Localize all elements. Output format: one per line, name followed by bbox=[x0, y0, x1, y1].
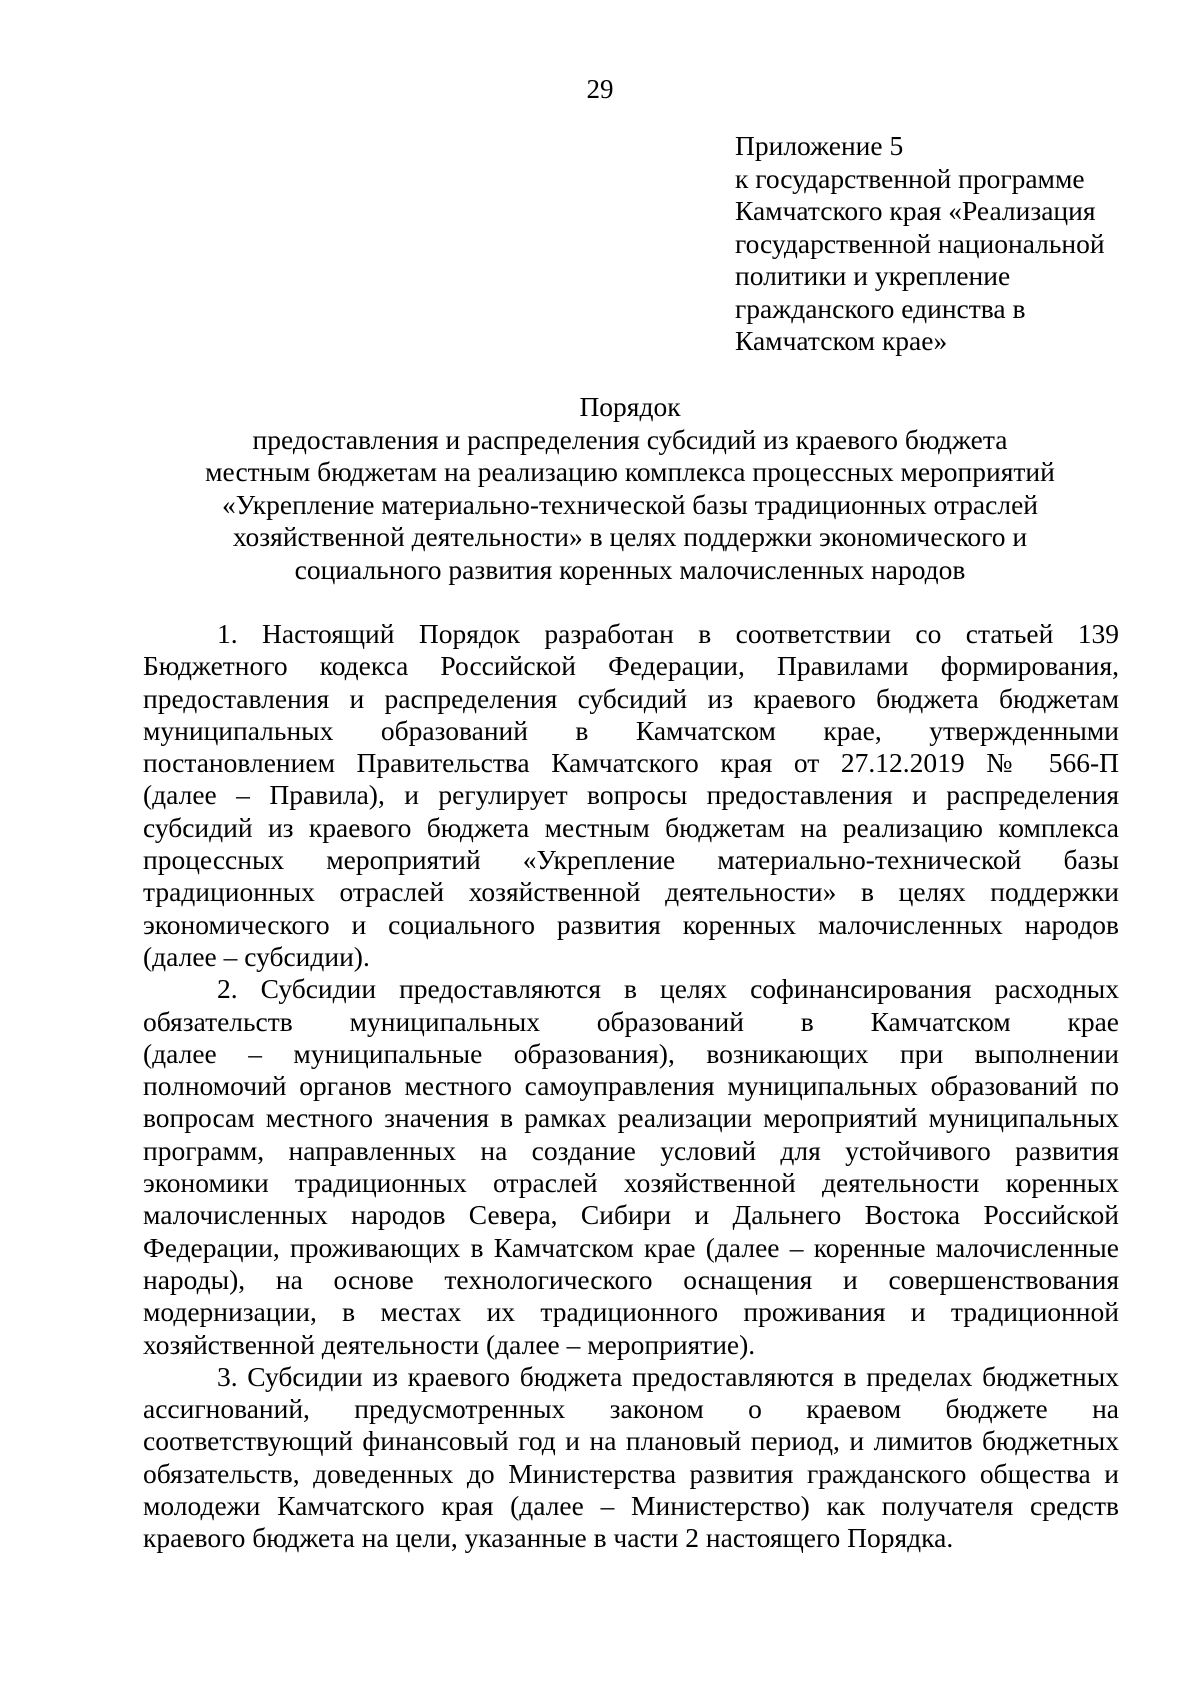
text-line: хозяйственной деятельности (далее – мероприятие). bbox=[143, 1328, 756, 1360]
title-line: предоставления и распределения субсидий из краевого бюджета bbox=[252, 423, 1008, 455]
text-line: (далее – муниципальные образования), возникающих при выполнении bbox=[143, 1037, 1119, 1069]
text-line: традиционных отраслей хозяйственной деятельности» в целях поддержки bbox=[143, 876, 1119, 908]
appendix-line: Приложение 5 bbox=[735, 130, 904, 161]
text-line: народы), на основе технологического оснащения и совершенствования bbox=[143, 1263, 1119, 1295]
title-line: хозяйственной деятельности» в целях поддержки экономического и bbox=[232, 521, 1028, 552]
text-line: краевого бюджета на цели, указанные в части 2 настоящего Порядка. bbox=[143, 1522, 954, 1554]
text-line: малочисленных народов Севера, Сибири и Дальнего Востока Российской bbox=[143, 1199, 1119, 1231]
appendix-line: к государственной программе bbox=[735, 162, 1085, 194]
text-line: муниципальных образований в Камчатском крае, утвержденными bbox=[143, 714, 1119, 746]
text-line: полномочий органов местного самоуправления муниципальных образований по bbox=[143, 1070, 1119, 1102]
text-line: обязательств муниципальных образований в Камчатском крае bbox=[143, 1005, 1119, 1037]
text-line: вопросам местного значения в рамках реализации мероприятий муниципальных bbox=[143, 1102, 1119, 1134]
paragraph-1 bbox=[143, 618, 1119, 973]
text-line: Бюджетного кодекса Российской Федерации, Правилами формирования, bbox=[143, 650, 1119, 682]
document-title bbox=[140, 391, 1120, 586]
title-line: местным бюджетам на реализацию комплекса процессных мероприятий bbox=[205, 456, 1055, 487]
text-line: ассигнований, предусмотренных законом о краевом бюджете на bbox=[143, 1393, 1119, 1425]
text-line: (далее – субсидии). bbox=[143, 940, 370, 972]
appendix-line: Камчатском крае» bbox=[735, 325, 948, 356]
text-line: субсидий из краевого бюджета местным бюджетам на реализацию комплекса bbox=[143, 811, 1119, 843]
text-line: 1. Настоящий Порядок разработан в соответствии со статьей 139 bbox=[217, 618, 1119, 649]
text-line: процессных мероприятий «Укрепление материально-технической базы bbox=[143, 844, 1119, 876]
text-line: экономики традиционных отраслей хозяйственной деятельности коренных bbox=[143, 1167, 1119, 1199]
text-line: (далее – Правила), и регулирует вопросы предоставления и распределения bbox=[143, 779, 1119, 811]
text-line: Федерации, проживающих в Камчатском крае (далее – коренные малочисленные bbox=[143, 1231, 1119, 1263]
text-line: постановлением Правительства Камчатского края от 27.12.2019 № 566-П bbox=[143, 747, 1119, 779]
page-number: 29 bbox=[586, 74, 614, 104]
text-line: обязательств, доведенных до Министерства развития гражданского общества и bbox=[143, 1457, 1119, 1489]
paragraph-2 bbox=[143, 973, 1119, 1361]
document-body bbox=[143, 618, 1119, 1555]
text-line: 3. Субсидии из краевого бюджета предоставляются в пределах бюджетных bbox=[217, 1360, 1119, 1392]
appendix-line: государственной национальной bbox=[735, 227, 1105, 259]
appendix-line: политики и укрепление bbox=[735, 260, 1011, 291]
appendix-line: гражданского единства в bbox=[735, 292, 1026, 324]
appendix-line: Камчатского края «Реализация bbox=[735, 195, 1096, 226]
title-line: социального развития коренных малочисленных народов bbox=[294, 553, 966, 585]
text-line: 2. Субсидии предоставляются в целях софинансирования расходных bbox=[217, 973, 1119, 1005]
text-line: молодежи Камчатского края (далее – Министерство) как получателя средств bbox=[143, 1490, 1119, 1522]
text-line: предоставления и распределения субсидий из краевого бюджета бюджетам bbox=[143, 682, 1119, 714]
appendix-header bbox=[735, 130, 1175, 358]
text-line: экономического и социального развития коренных малочисленных народов bbox=[143, 908, 1119, 940]
text-line: соответствующий финансовый год и на плановый период, и лимитов бюджетных bbox=[143, 1425, 1119, 1457]
title-heading: Порядок bbox=[579, 391, 681, 422]
text-line: модернизации, в местах их традиционного проживания и традиционной bbox=[143, 1296, 1119, 1328]
paragraph-3 bbox=[143, 1361, 1119, 1555]
title-line: «Укрепление материально-технической базы традиционных отраслей bbox=[222, 488, 1038, 520]
text-line: программ, направленных на создание условий для устойчивого развития bbox=[143, 1134, 1119, 1166]
